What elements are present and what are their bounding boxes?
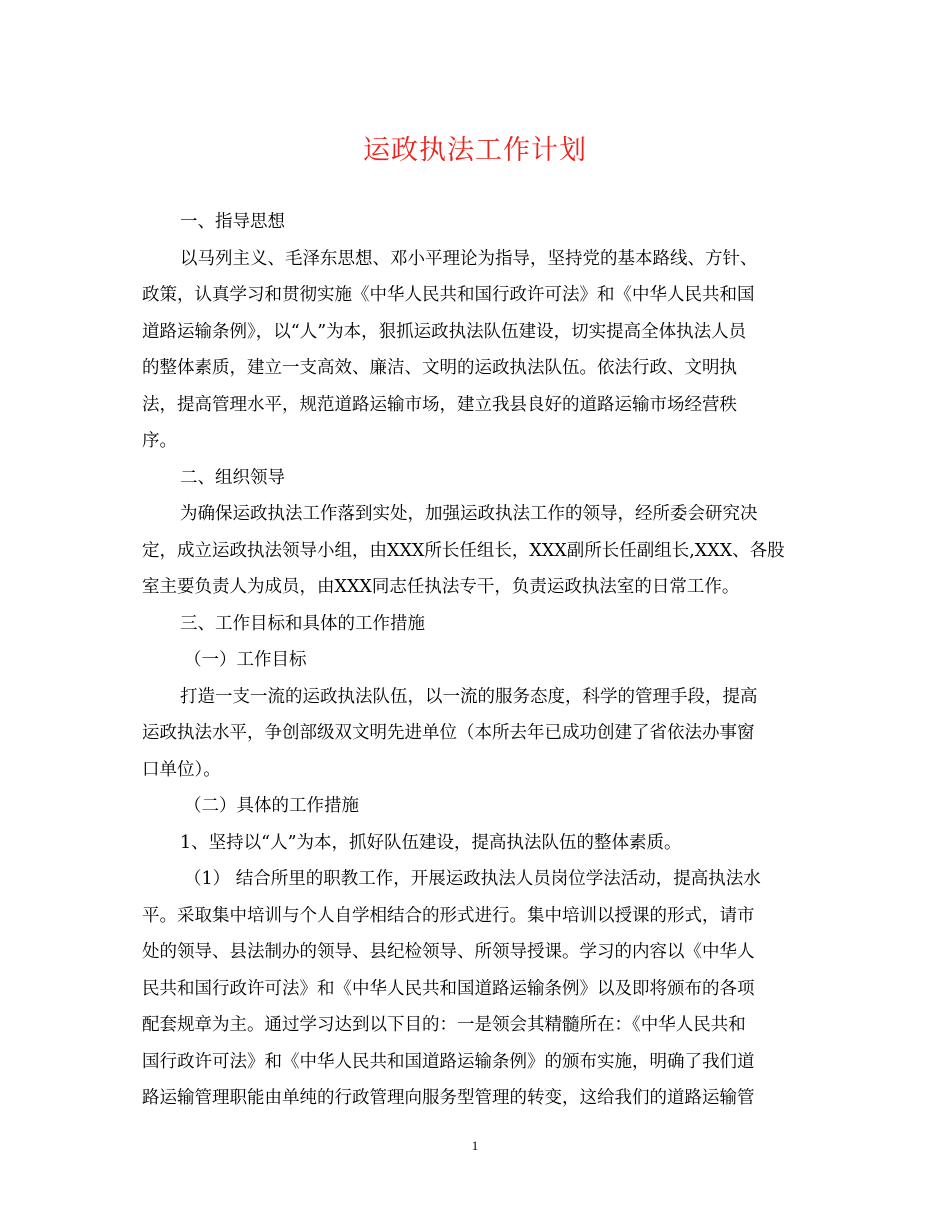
paragraph-line: 法，提高管理水平，规范道路运输市场，建立我县良好的道路运输市场经营秩 [142, 394, 737, 415]
paragraph-line: 配套规章为主。通过学习达到以下目的：一是领会其精髓所在：《中华人民共和 [142, 1015, 746, 1035]
paragraph-line: （一）工作目标 [184, 650, 307, 670]
paragraph-line: 处的领导、县法制办的领导、县纪检领导、所领导授课。学习的内容以《中华人 [142, 942, 755, 962]
paragraph-line: 室主要负责人为成员，由XXX同志任执法专干，负责运政执法室的日常工作。 [142, 577, 740, 597]
document-title: 运政执法工作计划 [363, 135, 587, 166]
paragraph-line: 道路运输条例》，以“人”为本，狠抓运政执法队伍建设，切实提高全体执法人员 [142, 321, 747, 342]
paragraph-line: 三、工作目标和具体的工作措施 [180, 613, 425, 634]
paragraph-line: 口单位）。 [142, 759, 221, 780]
paragraph-line: （二）具体的工作措施 [184, 796, 359, 816]
paragraph-line: 为确保运政执法工作落到实处，加强运政执法工作的领导，经所委会研究决 [180, 504, 758, 524]
paragraph-line: 序。 [142, 431, 177, 451]
paragraph-line: 的整体素质，建立一支高效、廉洁、文明的运政执法队伍。依法行政、文明执 [142, 358, 737, 378]
paragraph-line: 二、组织领导 [180, 467, 285, 488]
paragraph-line: （1） 结合所里的职教工作，开展运政执法人员岗位学法活动，提高执法水 [184, 869, 761, 889]
paragraph-line: 政策，认真学习和贯彻实施《中华人民共和国行政许可法》和《中华人民共和国 [142, 285, 755, 305]
paragraph-line: 国行政许可法》和《中华人民共和国道路运输条例》的颁布实施，明确了我们道 [142, 1051, 755, 1072]
document-body [142, 204, 807, 1117]
paragraph-line: 路运输管理职能由单纯的行政管理向服务型管理的转变，这给我们的道路运输管 [142, 1088, 755, 1108]
paragraph-line: 1、坚持以“人”为本，抓好队伍建设，提高执法队伍的整体素质。 [180, 832, 682, 853]
paragraph-line: 以马列主义、毛泽东思想、邓小平理论为指导，坚持党的基本路线、方针、 [180, 248, 758, 269]
paragraph-line: 平。采取集中培训与个人自学相结合的形式进行。集中培训以授课的形式，请市 [142, 905, 755, 926]
paragraph-line: 民共和国行政许可法》和《中华人民共和国道路运输条例》以及即将颁布的各项 [142, 978, 755, 999]
paragraph-line: 打造一支一流的运政执法队伍，以一流的服务态度，科学的管理手段，提高 [180, 686, 758, 707]
paragraph-line: 运政执法水平，争创部级双文明先进单位（本所去年已成功创建了省依法办事窗 [142, 723, 755, 743]
paragraph-line: 定，成立运政执法领导小组，由XXX所长任组长，XXX副所长任副组长,XXX、各股 [142, 540, 785, 561]
paragraph-line: 一、指导思想 [180, 212, 285, 232]
page-number: 1 [471, 1138, 479, 1153]
